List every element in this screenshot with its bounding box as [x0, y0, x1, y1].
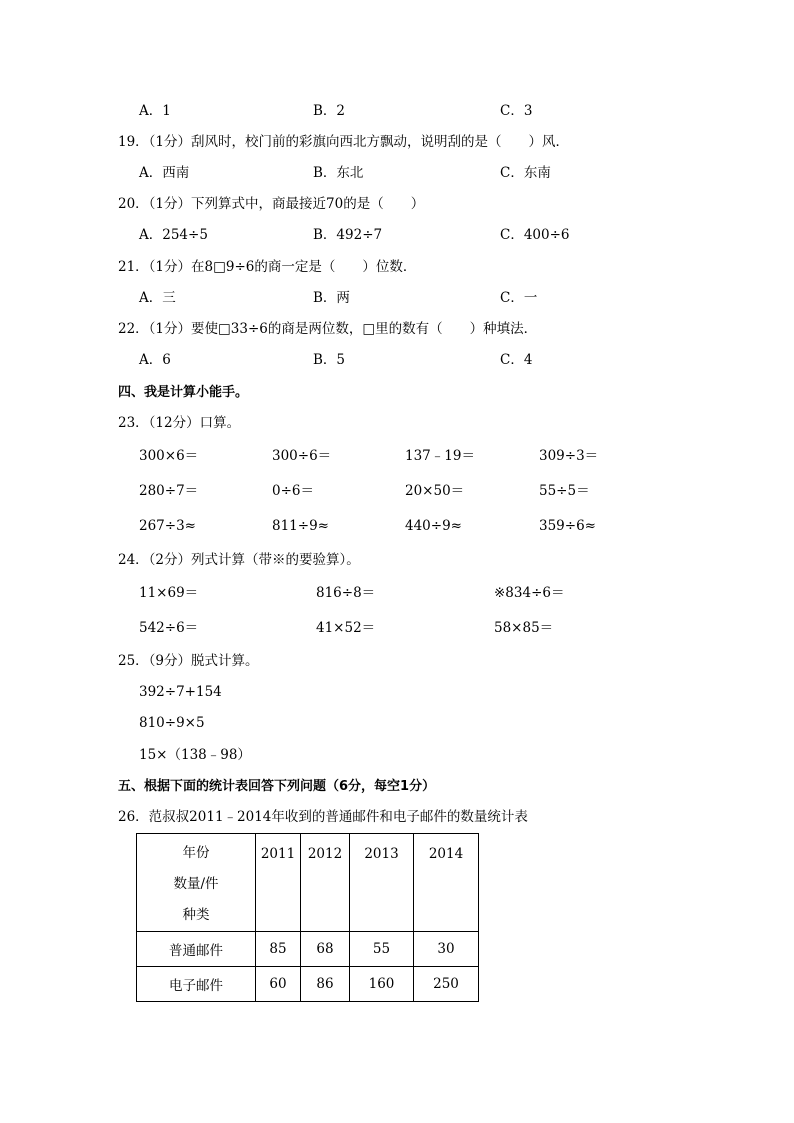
q20-option-c: C．400÷6	[500, 227, 570, 243]
q23-item: 309÷3＝	[539, 448, 599, 464]
q23-item: 137﹣19＝	[405, 448, 475, 464]
q23-item: 267÷3≈	[139, 518, 196, 534]
table-cell: 30	[414, 932, 479, 967]
q24-item: 542÷6＝	[139, 620, 199, 636]
year-header-cell: 2014	[414, 834, 479, 932]
table-row	[137, 967, 479, 1002]
row-label: 普通邮件	[137, 932, 256, 967]
corner-label-type: 种类	[182, 907, 210, 923]
table-cell: 250	[414, 967, 479, 1002]
q23-item: 359÷6≈	[539, 518, 596, 534]
q22-stem: 22．（1分）要使□33÷6的商是两位数，□里的数有（ ）种填法．	[118, 321, 538, 337]
mail-statistics-table	[136, 833, 479, 1002]
q22-option-a: A．6	[139, 352, 171, 368]
q19-option-a: A．西南	[139, 165, 190, 181]
q24-item: 58×85＝	[494, 620, 554, 636]
q24-stem: 24．（2分）列式计算（带※的要验算）。	[118, 552, 360, 568]
q18-option-c: C．3	[500, 103, 533, 119]
q19-stem: 19．（1分）刮风时，校门前的彩旗向西北方飘动，说明刮的是（ ）风．	[118, 134, 570, 150]
q20-option-b: B．492÷7	[313, 227, 383, 243]
q23-item: 280÷7＝	[139, 483, 199, 499]
corner-label-quantity: 数量/件	[173, 876, 219, 892]
q23-item: 20×50＝	[405, 483, 465, 499]
q18-option-a: A．1	[139, 103, 171, 119]
table-cell: 85	[256, 932, 301, 967]
year-header-cell: 2012	[301, 834, 350, 932]
q21-stem: 21．（1分）在8□9÷6的商一定是（ ）位数．	[118, 259, 417, 275]
q25-stem: 25．（9分）脱式计算。	[118, 653, 259, 669]
q21-option-a: A．三	[139, 290, 176, 306]
q25-item: 15×（138﹣98）	[139, 747, 251, 763]
q20-stem: 20．（1分）下列算式中，商最接近70的是（ ）	[118, 196, 425, 212]
q23-stem: 23．（12分）口算。	[118, 415, 241, 431]
table-cell: 160	[350, 967, 414, 1002]
q23-item: 811÷9≈	[272, 518, 329, 534]
table-row	[137, 932, 479, 967]
table-cell: 55	[350, 932, 414, 967]
q24-item: 41×52＝	[316, 620, 376, 636]
q24-item: 11×69＝	[139, 585, 199, 601]
section-5-title: 五、根据下面的统计表回答下列问题（6分，每空1分）	[118, 779, 436, 794]
q23-item: 440÷9≈	[405, 518, 462, 534]
section-4-title: 四、我是计算小能手。	[118, 385, 249, 400]
q24-item: 816÷8＝	[316, 585, 376, 601]
q22-option-b: B．5	[313, 352, 346, 368]
q23-item: 300×6＝	[139, 448, 199, 464]
q19-option-b: B．东北	[313, 165, 364, 181]
corner-label-year: 年份	[182, 845, 210, 861]
table-header-row	[137, 834, 479, 932]
q22-option-c: C．4	[500, 352, 533, 368]
q23-item: 55÷5＝	[539, 483, 590, 499]
table-cell: 60	[256, 967, 301, 1002]
table-cell: 86	[301, 967, 350, 1002]
table-corner-cell	[137, 834, 256, 932]
q23-item: 300÷6＝	[272, 448, 332, 464]
year-header-cell: 2011	[256, 834, 301, 932]
q20-option-a: A．254÷5	[139, 227, 208, 243]
q24-item: ※834÷6＝	[494, 585, 565, 601]
q26-stem: 26．范叔叔2011﹣2014年收到的普通邮件和电子邮件的数量统计表	[118, 809, 528, 825]
q25-item: 392÷7+154	[139, 684, 222, 700]
table-cell: 68	[301, 932, 350, 967]
q25-item: 810÷9×5	[139, 715, 205, 731]
q23-item: 0÷6＝	[272, 483, 314, 499]
year-header-cell: 2013	[350, 834, 414, 932]
q21-option-c: C．一	[500, 290, 538, 306]
q18-option-b: B．2	[313, 103, 346, 119]
row-label: 电子邮件	[137, 967, 256, 1002]
q21-option-b: B．两	[313, 290, 350, 306]
q19-option-c: C．东南	[500, 165, 551, 181]
